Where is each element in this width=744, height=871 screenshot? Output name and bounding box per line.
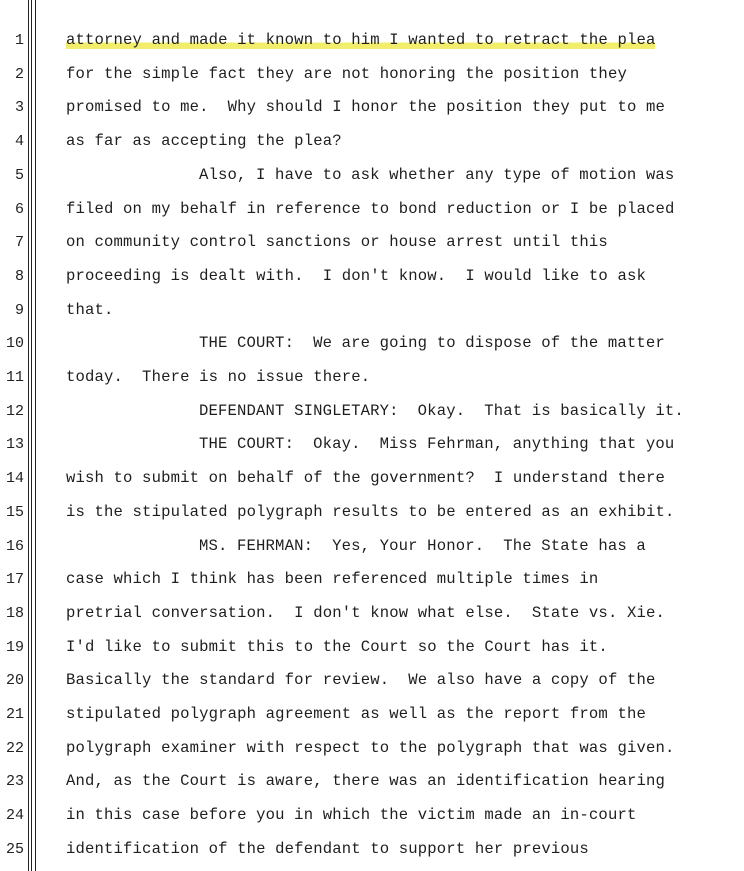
- line-text: identification of the defendant to support her previous: [66, 839, 589, 858]
- line-number: 18: [5, 604, 24, 622]
- line-text: attorney and made it known to him I wanted to retract the plea: [66, 31, 656, 49]
- line-number: 24: [5, 807, 24, 825]
- transcript-line: [0, 327, 744, 360]
- line-number: 25: [5, 840, 24, 858]
- line-text: promised to me. Why should I honor the position they put to me: [66, 98, 665, 117]
- line-number: 3: [14, 99, 24, 117]
- line-text: Basically the standard for review. We also have a copy of the: [66, 671, 656, 690]
- line-text: And, as the Court is aware, there was an identification hearing: [66, 772, 665, 791]
- transcript-line: [0, 125, 744, 158]
- line-number: 16: [5, 537, 24, 555]
- transcript-line: [0, 563, 744, 596]
- transcript-line: [0, 462, 744, 495]
- line-text: MS. FEHRMAN: Yes, Your Honor. The State has a: [199, 536, 646, 555]
- transcript-line: [0, 530, 744, 563]
- line-number: 20: [5, 672, 24, 690]
- line-number: 14: [5, 470, 24, 488]
- transcript-line: [0, 361, 744, 394]
- line-text: that.: [66, 300, 114, 319]
- transcript-line: [0, 260, 744, 293]
- line-text: Also, I have to ask whether any type of motion was: [199, 165, 675, 184]
- line-text: pretrial conversation. I don't know what else. State vs. Xie.: [66, 603, 665, 622]
- line-text: wish to submit on behalf of the government? I understand there: [66, 469, 665, 488]
- line-text: polygraph examiner with respect to the polygraph that was given.: [66, 738, 675, 757]
- transcript-line: [0, 395, 744, 428]
- line-number: 1: [14, 32, 24, 49]
- transcript-line: [0, 664, 744, 697]
- line-number: 9: [14, 301, 24, 319]
- line-text: DEFENDANT SINGLETARY: Okay. That is basically it.: [199, 401, 684, 420]
- line-number: 11: [5, 369, 24, 386]
- transcript-line: [0, 91, 744, 124]
- transcript-line: [0, 226, 744, 259]
- transcript-line: [0, 799, 744, 832]
- line-number: 21: [5, 706, 24, 723]
- transcript-line: [0, 159, 744, 192]
- transcript-line: [0, 58, 744, 91]
- line-number: 2: [14, 65, 24, 83]
- line-number: 8: [14, 267, 24, 285]
- line-number: 22: [5, 739, 24, 757]
- line-number: 13: [5, 436, 24, 454]
- line-text: proceeding is dealt with. I don't know. I would like to ask: [66, 266, 646, 285]
- line-text: THE COURT: Okay. Miss Fehrman, anything that you: [199, 435, 675, 454]
- line-number: 7: [14, 234, 24, 252]
- line-text: stipulated polygraph agreement as well as the report from the: [66, 705, 646, 723]
- line-text: THE COURT: We are going to dispose of the matter: [199, 334, 665, 353]
- line-number: 19: [5, 638, 24, 656]
- transcript-line: [0, 732, 744, 765]
- line-text: I'd like to submit this to the Court so the Court has it.: [66, 637, 608, 656]
- transcript-line: [0, 428, 744, 461]
- line-number: 23: [5, 773, 24, 791]
- line-text: on community control sanctions or house arrest until this: [66, 233, 608, 252]
- line-text: filed on my behalf in reference to bond reduction or I be placed: [66, 199, 675, 218]
- line-number: 4: [14, 133, 24, 151]
- transcript-line: [0, 193, 744, 226]
- transcript-line: [0, 765, 744, 798]
- line-text: in this case before you in which the victim made an in-court: [66, 806, 637, 825]
- transcript-line: [0, 24, 744, 57]
- line-number: 15: [5, 503, 24, 521]
- transcript-line: [0, 631, 744, 664]
- transcript-line: [0, 698, 744, 731]
- transcript-line: [0, 294, 744, 327]
- line-text: is the stipulated polygraph results to be entered as an exhibit.: [66, 502, 675, 521]
- line-text: as far as accepting the plea?: [66, 132, 342, 151]
- transcript-line: [0, 496, 744, 529]
- line-number: 5: [14, 166, 24, 184]
- line-text: today. There is no issue there.: [66, 368, 371, 386]
- line-number: 12: [5, 402, 24, 420]
- line-text: for the simple fact they are not honoring the position they: [66, 64, 627, 83]
- line-number: 6: [14, 200, 24, 218]
- line-number: 17: [5, 571, 24, 589]
- transcript-line: [0, 597, 744, 630]
- transcript-line: [0, 833, 744, 866]
- line-text: case which I think has been referenced multiple times in: [66, 570, 599, 589]
- line-number: 10: [5, 335, 24, 353]
